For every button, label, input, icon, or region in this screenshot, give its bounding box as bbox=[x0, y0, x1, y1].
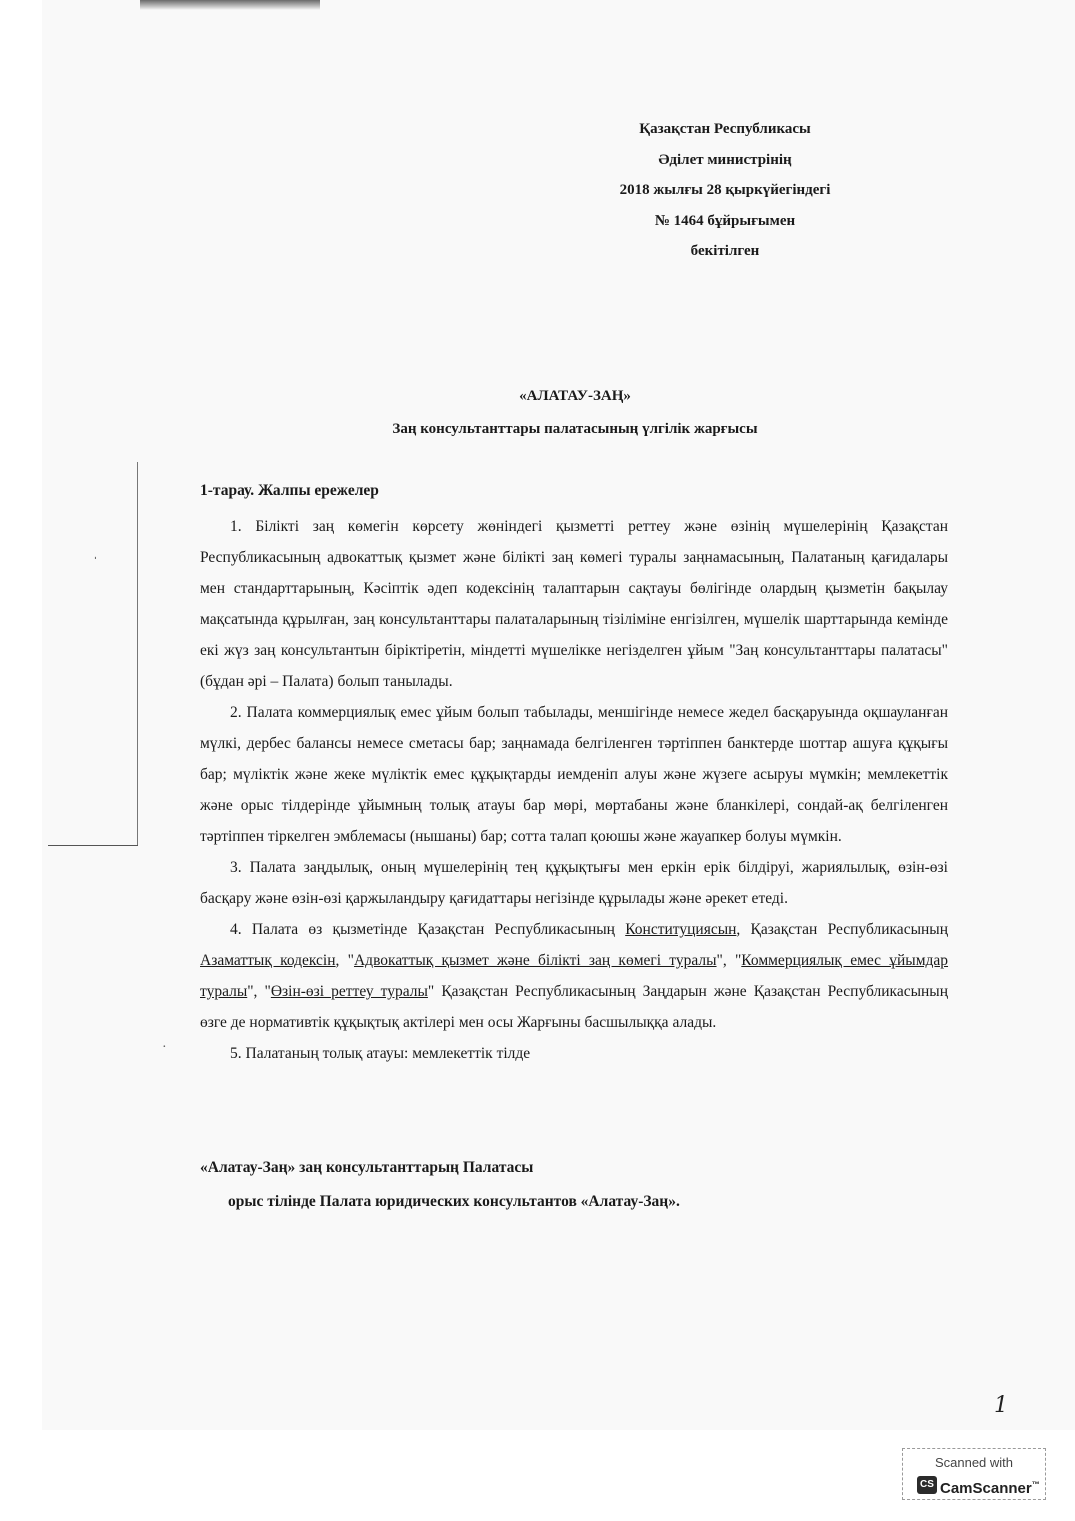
paragraph-2: 2. Палата коммерциялық емес ұйым болып табылады, меншігінде немесе жедел басқаруында оқшауланған мүлкі, дербес балансы немесе сметасы бар; заңнамада белгіленген тәртіппен банктерде шоттар ашуға құқығы бар; мүліктік және жеке мүліктік емес құқықтарды иемденіп алуы және жүзеге асыруы мүмкін; мемлекеттік және орыс тілдерінде ұйымның толық атауы бар мөрі, мөртабаны және бланкілері, сондай-ақ белгіленген тәртіппен тіркелген эмблемасы (нышаны) бар; сотта талап қоюшы және жауапкер болуы мүмкін. bbox=[200, 704, 948, 845]
approval-line: Әділет министрінің bbox=[658, 151, 792, 168]
approval-line: Қазақстан Республикасы bbox=[639, 121, 811, 137]
paragraph-text: , " bbox=[335, 952, 354, 969]
document-subtitle: Заң консультанттары палатасының үлгілік жарғысы bbox=[392, 421, 758, 437]
paragraph-5: 5. Палатаның толық атауы: мемлекеттік тілде bbox=[230, 1045, 531, 1062]
paragraph-3: 3. Палата заңдылық, оның мүшелерінің тең құқықтығы мен еркін ерік білдіруі, жариялылық, өзін-өзі басқару және өзін-өзі қаржыландыру қағидаттары негізінде құрылады және әрекет етеді. bbox=[200, 859, 948, 907]
full-name-russian: орыс тілінде Палата юридических консультантов «Алатау-Заң». bbox=[228, 1193, 680, 1210]
document-body bbox=[200, 511, 948, 1069]
document-title: «АЛАТАУ-ЗАҢ» bbox=[519, 388, 631, 404]
watermark-brand bbox=[940, 1476, 1040, 1498]
law-link-constitution[interactable]: Конституциясын bbox=[625, 921, 737, 938]
paragraph-text: 4. Палата өз қызметінде Қазақстан Республикасының bbox=[230, 921, 626, 938]
margin-mark: · bbox=[162, 1040, 167, 1055]
page-number: 1 bbox=[994, 1393, 1008, 1418]
margin-mark: ˌ bbox=[93, 545, 98, 560]
approval-line: бекітілген bbox=[690, 243, 760, 260]
paragraph-1: 1. Білікті заң көмегін көрсету жөніндегі қызметті реттеу және өзінің мүшелерінің Қазақстан Республикасының адвокаттық қызмет және білікті заң көмегі туралы заңнамасының, Палатаның қағидалары мен стандарттарының, Кәсіптік әдеп кодексінің талаптарын сақтауы бөлігінде олардың қызметін бақылау мақсатында құрылған, заң консультанттары палаталарының тізіліміне енгізілген, мүшелік шарттарында кемінде екі жүз заң консультантын біріктіретін, міндетті мүшелікке негізделген ұйым "Заң консультанттары палатасы" (бұдан әрі – Палата) болып танылады. bbox=[200, 518, 948, 690]
approval-line: № 1464 бұйрығымен bbox=[654, 212, 796, 229]
law-link-non-commercial[interactable]: Коммерциялық емес ұйымдар туралы bbox=[200, 952, 949, 1000]
paragraph-4 bbox=[200, 914, 948, 1038]
margin-line bbox=[137, 462, 138, 846]
brand-name: CamScanner bbox=[940, 1480, 1032, 1497]
trademark: ™ bbox=[1031, 1480, 1040, 1489]
full-name-kazakh: «Алатау-Заң» заң консультанттарың Палатасы bbox=[200, 1159, 534, 1176]
paragraph-text: , Қазақстан Республикасының bbox=[736, 921, 948, 938]
scan-shadow bbox=[140, 0, 320, 10]
law-link-advocacy[interactable]: Адвокаттық қызмет және білікті заң көмегі туралы bbox=[353, 952, 717, 969]
law-link-self-regulation[interactable]: Өзін-өзі реттеу туралы bbox=[270, 983, 428, 1000]
law-link-civil-code[interactable]: Азаматтық кодексін bbox=[200, 952, 336, 969]
approval-block bbox=[590, 114, 860, 267]
paragraph-text: ", " bbox=[247, 983, 271, 1000]
approval-line: 2018 жылғы 28 қыркүйегіндегі bbox=[619, 182, 831, 199]
section-heading: 1-тарау. Жалпы ережелер bbox=[200, 482, 379, 499]
paragraph-text: ", " bbox=[716, 952, 742, 969]
paragraph-text: " Қазақстан Республикасының Заңдарын және Қазақстан Республикасының өзге де нормативтік құқықтық актілері мен осы Жарғыны басшылыққа алады. bbox=[200, 983, 948, 1031]
camscanner-logo-icon: CS bbox=[917, 1476, 937, 1494]
margin-line bbox=[48, 845, 138, 846]
watermark-caption: Scanned with bbox=[934, 1455, 1014, 1470]
camscanner-watermark bbox=[902, 1448, 1046, 1500]
